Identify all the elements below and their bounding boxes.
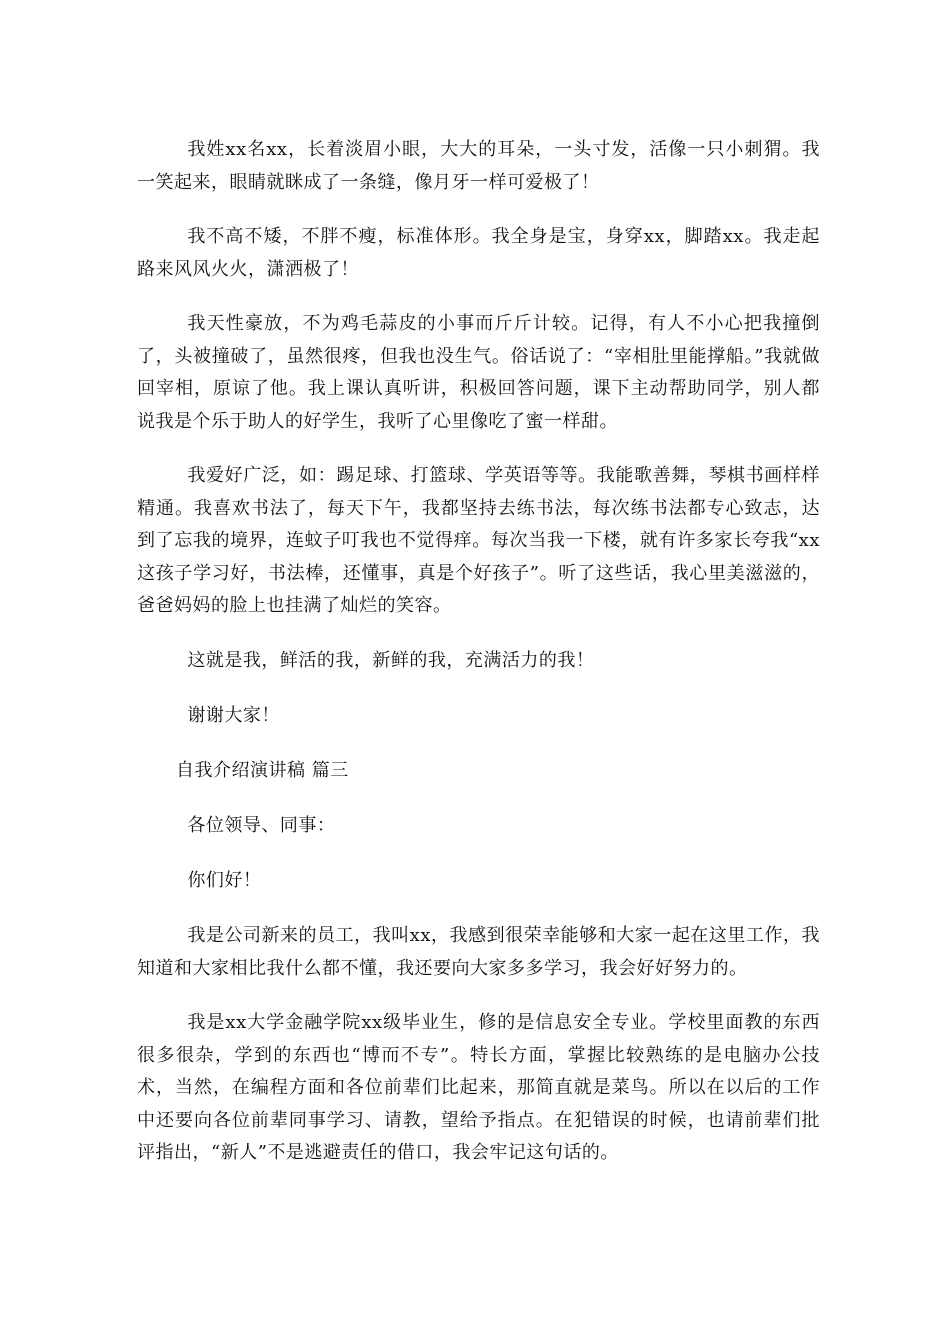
paragraph-body-style: 我不高不矮，不胖不瘦，标准体形。我全身是宝，身穿xx，脚踏xx。我走起路来风风火火，潇洒极了！ bbox=[137, 226, 820, 280]
paragraph-greeting-audience: 各位领导、同事： bbox=[187, 815, 336, 836]
paragraph-background: 我是xx大学金融学院xx级毕业生，修的是信息安全专业。学校里面教的东西很多很杂，学到的东西也“博而不专”。特长方面，掌握比较熟练的是电脑办公技术，当然，在编程方面和各位前辈们比起来，那简直就是菜鸟。所以在以后的工作中还要向各位前辈同事学习、请教，望给予指点。在犯错误的时候，也请前辈们批评指出，“新人”不是逃避责任的借口，我会牢记这句话的。 bbox=[137, 1012, 820, 1163]
paragraph-new-employee: 我是公司新来的员工，我叫xx，我感到很荣幸能够和大家一起在这里工作，我知道和大家相比我什么都不懂，我还要向大家多多学习，我会好好努力的。 bbox=[137, 925, 820, 979]
section-heading: 自我介绍演讲稿 篇三 bbox=[176, 760, 349, 781]
paragraph-hello: 你们好！ bbox=[187, 870, 262, 891]
paragraph-hobbies: 我爱好广泛，如：踢足球、打篮球、学英语等等。我能歌善舞，琴棋书画样样精通。我喜欢书法了，每天下午，我都坚持去练书法，每次练书法都专心致志，达到了忘我的境界，连蚊子叮我也不觉得痒。每次当我一下楼，就有许多家长夸我“xx这孩子学习好，书法棒，还懂事，真是个好孩子”。听了这些话，我心里美滋滋的，爸爸妈妈的脸上也挂满了灿烂的笑容。 bbox=[137, 465, 820, 616]
paragraph-appearance: 我姓xx名xx，长着淡眉小眼，大大的耳朵，一头寸发，活像一只小刺猬。我一笑起来，眼睛就眯成了一条缝，像月牙一样可爱极了！ bbox=[137, 139, 820, 193]
paragraph-thanks: 谢谢大家！ bbox=[187, 705, 280, 726]
paragraph-personality: 我天性豪放，不为鸡毛蒜皮的小事而斤斤计较。记得，有人不小心把我撞倒了，头被撞破了，虽然很疼，但我也没生气。俗话说了：“宰相肚里能撑船。”我就做回宰相，原谅了他。我上课认真听讲，积极回答问题，课下主动帮助同学，别人都说我是个乐于助人的好学生，我听了心里像吃了蜜一样甜。 bbox=[137, 313, 820, 432]
paragraph-summary: 这就是我，鲜活的我，新鲜的我，充满活力的我！ bbox=[187, 650, 595, 671]
